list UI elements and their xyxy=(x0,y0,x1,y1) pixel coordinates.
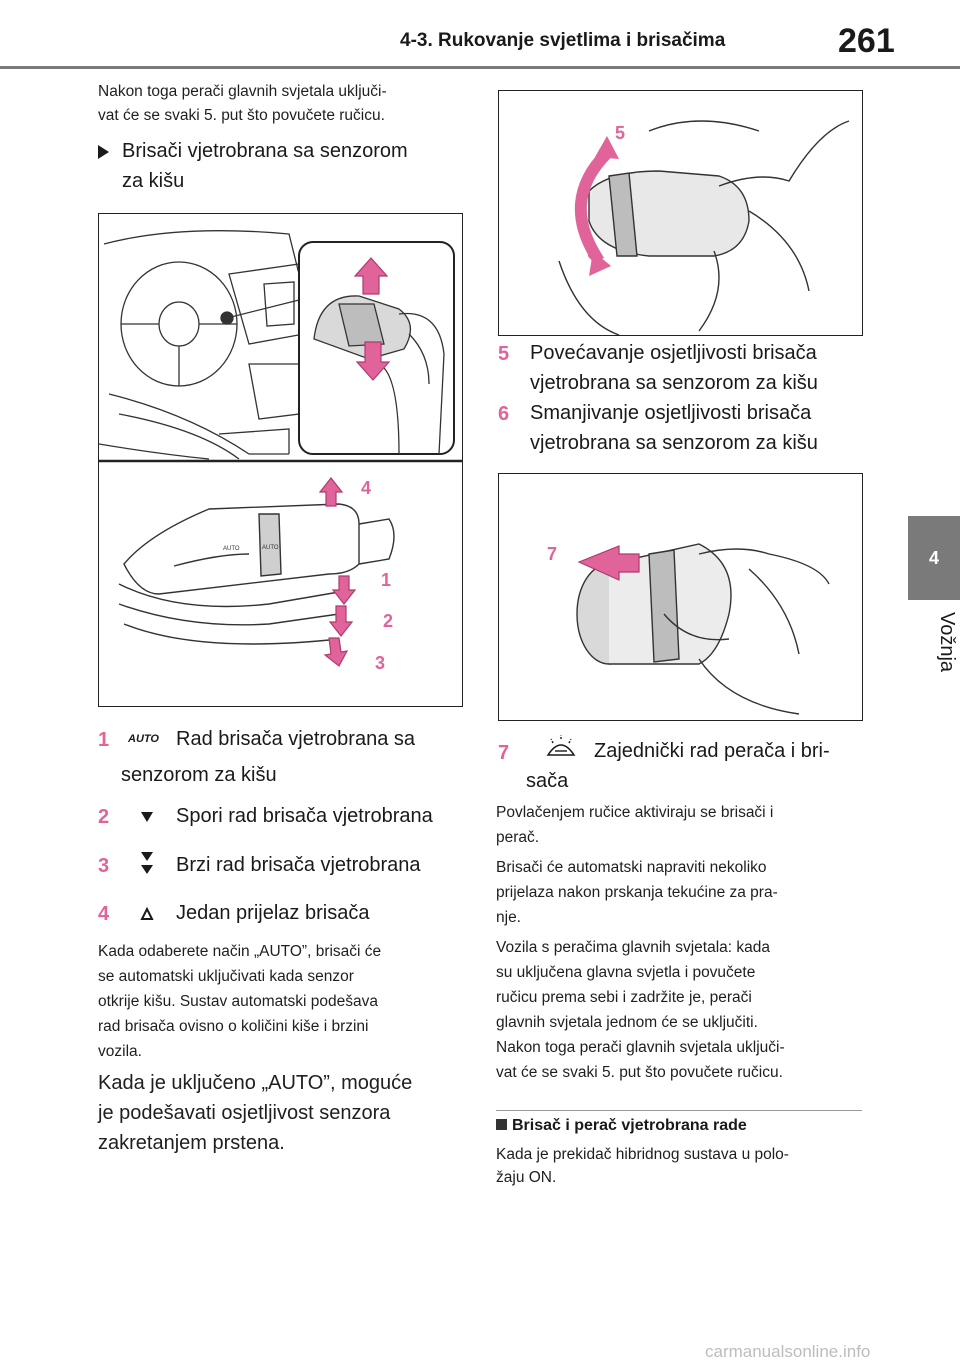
intro-line-1: Nakon toga perači glavnih svjetala uključi- xyxy=(98,83,387,100)
single-wipe-icon xyxy=(140,907,154,926)
page-number: 261 xyxy=(838,22,895,60)
auto-mode-icon: AUTO xyxy=(128,733,159,745)
sub-heading xyxy=(496,1117,747,1135)
wiper-lever-illustration xyxy=(98,213,463,707)
section-title: 4-3. Rukovanje svjetlima i brisačima xyxy=(400,30,726,51)
item-6-line-1: Smanjivanje osjetljivosti brisača xyxy=(530,402,812,424)
bullet-heading xyxy=(98,136,452,196)
auto-para-line-2: se automatski uključivati kada senzor xyxy=(98,968,354,985)
right-para-3-line-2: su uključena glavna svjetla i povučete xyxy=(496,964,756,981)
right-para-3-line-3: ručicu prema sebi i zadržite je, perači xyxy=(496,989,752,1006)
auto-para-line-3: otkrije kišu. Sustav automatski podešava xyxy=(98,993,378,1010)
bullet-heading-line-1: Brisači vjetrobrana sa senzorom xyxy=(122,140,408,162)
item-2-text: Spori rad brisača vjetrobrana xyxy=(176,805,433,827)
chapter-label: Vožnja xyxy=(936,612,958,673)
washer-icon xyxy=(545,733,577,766)
figure-label-7: 7 xyxy=(547,544,558,564)
sensitivity-para-line-1: Kada je uključeno „AUTO”, moguće xyxy=(98,1072,413,1094)
right-para-3-line-6: vat će se svaki 5. put što povučete ručicu. xyxy=(496,1064,783,1081)
fast-wipe-icon xyxy=(140,850,154,883)
chapter-tab: 4 xyxy=(908,516,960,600)
sensitivity-ring-drawing xyxy=(499,91,862,335)
figure-label-3: 3 xyxy=(375,653,386,673)
right-para-1-line-2: perač. xyxy=(496,829,540,846)
item-1-line-1: Rad brisača vjetrobrana sa xyxy=(176,728,416,750)
item-number-5: 5 xyxy=(498,343,510,365)
sub-para-line-2: žaju ON. xyxy=(496,1169,557,1186)
square-bullet-icon xyxy=(496,1119,507,1130)
wiper-lever-drawing xyxy=(99,214,462,706)
figure-label-2: 2 xyxy=(383,611,394,631)
header-divider xyxy=(0,66,960,69)
washer-pull-illustration xyxy=(498,473,863,721)
right-para-2-line-1: Brisači će automatski napraviti nekoliko xyxy=(496,859,767,876)
item-number-4: 4 xyxy=(98,903,110,925)
washer-pull-drawing xyxy=(499,474,862,720)
section-divider xyxy=(496,1110,862,1111)
item-5-line-1: Povećavanje osjetljivosti brisača xyxy=(530,342,817,364)
sensitivity-para-line-3: zakretanjem prstena. xyxy=(98,1132,285,1154)
figure-label-4: 4 xyxy=(361,478,372,498)
right-para-3-line-5: Nakon toga perači glavnih svjetala uključi- xyxy=(496,1039,785,1056)
item-number-2: 2 xyxy=(98,806,110,828)
item-number-1: 1 xyxy=(98,729,110,751)
item-3-text: Brzi rad brisača vjetrobrana xyxy=(176,854,421,876)
figure-label-6: 6 xyxy=(587,243,598,263)
bullet-arrow-icon xyxy=(98,145,109,159)
auto-marking-1: AUTO xyxy=(223,546,240,552)
sensitivity-ring-illustration xyxy=(498,90,863,336)
intro-line-2: vat će se svaki 5. put što povučete ručicu. xyxy=(98,107,385,124)
right-para-3-line-1: Vozila s peračima glavnih svjetala: kada xyxy=(496,939,770,956)
watermark: carmanualsonline.info xyxy=(705,1342,871,1361)
slow-wipe-icon xyxy=(140,810,154,829)
sub-para-line-1: Kada je prekidač hibridnog sustava u polo- xyxy=(496,1146,789,1163)
item-5-line-2: vjetrobrana sa senzorom za kišu xyxy=(530,372,818,394)
right-para-2-line-3: nje. xyxy=(496,909,521,926)
right-para-2-line-2: prijelaza nakon prskanja tekućine za pra- xyxy=(496,884,778,901)
item-number-6: 6 xyxy=(498,403,510,425)
sub-heading-text: Brisač i perač vjetrobrana rade xyxy=(512,1117,747,1134)
item-number-3: 3 xyxy=(98,855,110,877)
auto-para-line-4: rad brisača ovisno o količini kiše i brzini xyxy=(98,1018,369,1035)
item-6-line-2: vjetrobrana sa senzorom za kišu xyxy=(530,432,818,454)
item-4-text: Jedan prijelaz brisača xyxy=(176,902,370,924)
sensitivity-para-line-2: je podešavati osjetljivost senzora xyxy=(98,1102,391,1124)
figure-label-1: 1 xyxy=(381,570,392,590)
right-para-1-line-1: Povlačenjem ručice aktiviraju se brisači i xyxy=(496,804,774,821)
auto-para-line-5: vozila. xyxy=(98,1043,142,1060)
figure-label-5: 5 xyxy=(615,123,626,143)
item-7-line-1: Zajednički rad perača i bri- xyxy=(594,740,830,762)
auto-marking-2: AUTO xyxy=(262,545,279,551)
item-7-line-2: sača xyxy=(526,770,569,792)
bullet-heading-line-2: za kišu xyxy=(122,170,185,192)
right-para-3-line-4: glavnih svjetala jednom će se uključiti. xyxy=(496,1014,758,1031)
item-1-line-2: senzorom za kišu xyxy=(121,764,277,786)
item-number-7: 7 xyxy=(498,742,510,764)
auto-para-line-1: Kada odaberete način „AUTO”, brisači će xyxy=(98,943,382,960)
